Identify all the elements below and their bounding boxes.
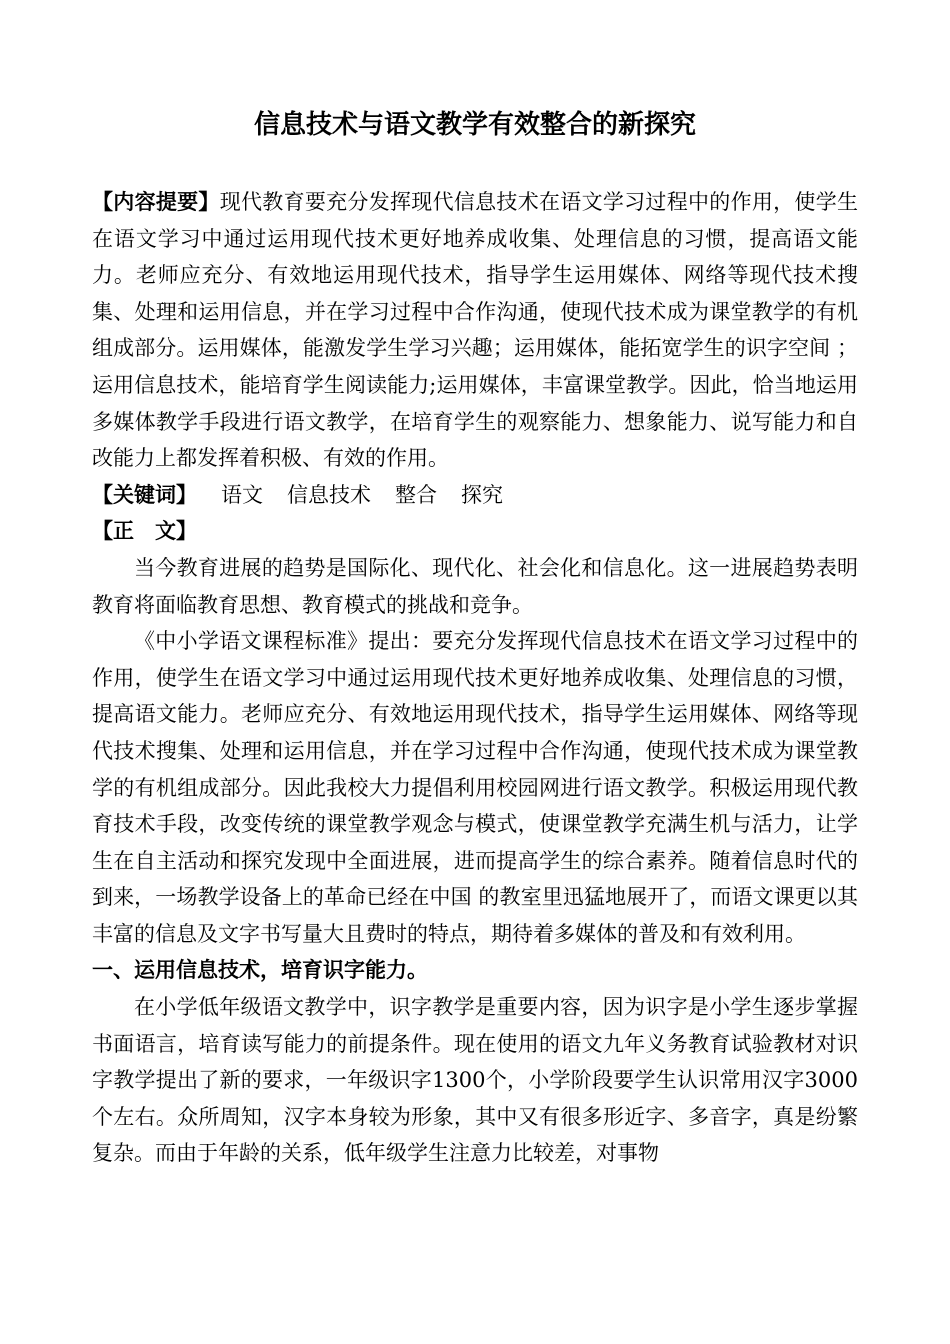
keyword-item: 整合 (395, 482, 437, 507)
body-paragraph: 《中小学语文课程标准》提出：要充分发挥现代信息技术在语文学习过程中的作用，使学生在语文学习中通过运用现代技术更好地养成收集、处理信息的习惯，提高语文能力。老师应充分、有效地运用现代技术，指导学生运用媒体、网络等现代技术搜集、处理和运用信息，并在学习过程中合作沟通，使现代技术成为课堂教学的有机组成部分。因此我校大力提倡利用校园网进行语文教学。积极运用现代教育技术手段，改变传统的课堂教学观念与模式，使课堂教学充满生机与活力，让学生在自主活动和探究发现中全面进展，进而提高学生的综合素养。随着信息时代的到来，一场教学设备上的革命已经在中国 的教室里迅猛地展开了，而语文课更以其丰富的信息及文字书写量大且费时的特点，期待着多媒体的普及和有效利用。 (92, 629, 858, 946)
body-label: 【正 文】 (92, 518, 197, 544)
keyword-item: 语文 (221, 482, 263, 507)
abstract-paragraph (92, 184, 858, 477)
body-paragraph: 当今教育进展的趋势是国际化、现代化、社会化和信息化。这一进展趋势表明教育将面临教育思想、教育模式的挑战和竞争。 (92, 555, 858, 617)
keywords-label: 【关键词】 (92, 481, 197, 507)
keywords-line (92, 477, 858, 514)
abstract-text: 现代教育要充分发挥现代信息技术在语文学习过程中的作用，使学生在语文学习中通过运用现代技术更好地养成收集、处理信息的习惯，提高语文能力。老师应充分、有效地运用现代技术，指导学生运用媒体、网络等现代技术搜集、处理和运用信息，并在学习过程中合作沟通，使现代技术成为课堂教学的有机组成部分。运用媒体，能激发学生学习兴趣；运用媒体，能拓宽学生的识字空间 ； 运用信息技术，能培育学生阅读能力;运用媒体，丰富课堂教学。因此，恰当地运用多媒体教学手段进行语文教学，在培育学生的观察能力、想象能力、说写能力和自改能力上都发挥着积极、有效的作用。 (92, 190, 859, 471)
keyword-item: 探究 (461, 482, 503, 507)
keyword-item: 信息技术 (287, 482, 371, 507)
section-heading: 一、运用信息技术，培育识字能力。 (92, 957, 428, 983)
document-body (92, 184, 858, 1172)
document-title: 信息技术与语文教学有效整合的新探究 (253, 110, 696, 140)
abstract-label: 【内容提要】 (92, 189, 220, 214)
section-paragraph: 在小学低年级语文教学中，识字教学是重要内容，因为识字是小学生逐步掌握书面语言，培育读写能力的前提条件。现在使用的语文九年义务教育试验教材对识字教学提出了新的要求，一年级识字1300个，小学阶段要学生认识常用汉字3000个左右。众所周知，汉字本身较为形象，其中又有很多形近字、多音字，真是纷繁复杂。而由于年龄的关系，低年级学生注意力比较差，对事物 (92, 995, 858, 1166)
